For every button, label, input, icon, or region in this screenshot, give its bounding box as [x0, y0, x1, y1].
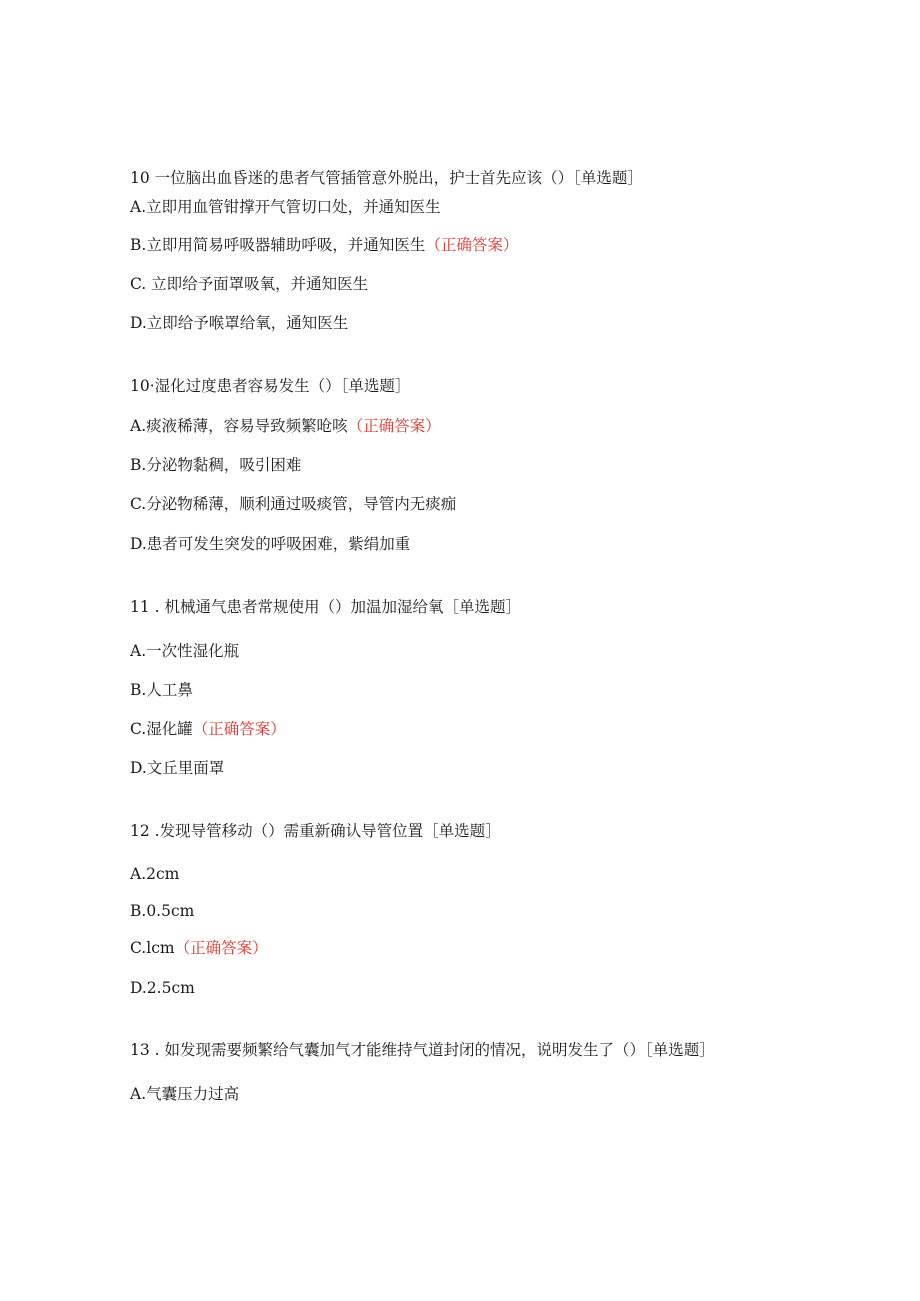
- option-item: [130, 235, 518, 255]
- option-item: [130, 758, 224, 778]
- option-text: A.痰液稀薄，容易导致频繁呛咳: [130, 417, 348, 435]
- question-stem: 10·湿化过度患者容易发生（）［单选题］: [130, 377, 411, 395]
- option-item: [130, 901, 194, 921]
- option-item: [130, 197, 441, 217]
- option-text: B.人工鼻: [130, 681, 193, 699]
- question-stem: 10 一位脑出血昏迷的患者气管插管意外脱出，护士首先应该（）［单选题］: [130, 169, 643, 187]
- option-item: [130, 274, 368, 294]
- option-item: [130, 641, 239, 661]
- option-text: B.分泌物黏稠，吸引困难: [130, 456, 302, 474]
- option-item: [130, 864, 179, 884]
- option-text: B.0.5cm: [130, 902, 195, 920]
- correct-answer-mark: （正确答案）: [192, 720, 286, 738]
- option-item: [130, 978, 195, 998]
- question-stem: 11 . 机械通气患者常规使用（）加温加湿给氧［单选题］: [130, 598, 522, 616]
- option-text: C. 立即给予面罩吸氧，并通知医生: [130, 275, 369, 293]
- correct-answer-mark: （正确答案）: [347, 417, 441, 435]
- option-item: [130, 313, 348, 333]
- option-text: D.文丘里面罩: [130, 759, 225, 777]
- option-item: [130, 1084, 239, 1104]
- option-item: [130, 719, 286, 739]
- option-item: [130, 455, 301, 475]
- correct-answer-mark: （正确答案）: [425, 236, 519, 254]
- option-item: [130, 494, 456, 514]
- option-text: A.立即用血管钳撑开气管切口处，并通知医生: [130, 198, 441, 216]
- option-item: [130, 938, 268, 958]
- question-stem: 13 . 如发现需要频繁给气囊加气才能维持气道封闭的情况，说明发生了（）［单选题］: [130, 1041, 715, 1059]
- correct-answer-mark: （正确答案）: [174, 939, 268, 957]
- option-text: D.患者可发生突发的呼吸困难，紫绢加重: [130, 535, 411, 553]
- option-text: D.立即给予喉罩给氧，通知医生: [130, 314, 349, 332]
- option-text: A.一次性湿化瓶: [130, 642, 240, 660]
- option-text: C.湿化罐: [130, 720, 193, 738]
- option-text: A.气囊压力过高: [130, 1085, 240, 1103]
- option-text: D.2.5cm: [130, 979, 195, 997]
- option-item: [130, 680, 193, 700]
- question-stem: 12 .发现导管移动（）需重新确认导管位置［单选题］: [130, 822, 501, 840]
- option-text: C.lcm: [130, 939, 175, 957]
- option-item: [130, 534, 410, 554]
- option-text: A.2cm: [130, 865, 180, 883]
- option-text: C.分泌物稀薄，顺利通过吸痰管，导管内无痰痂: [130, 495, 457, 513]
- option-item: [130, 416, 441, 436]
- option-text: B.立即用简易呼吸器辅助呼吸，并通知医生: [130, 236, 426, 254]
